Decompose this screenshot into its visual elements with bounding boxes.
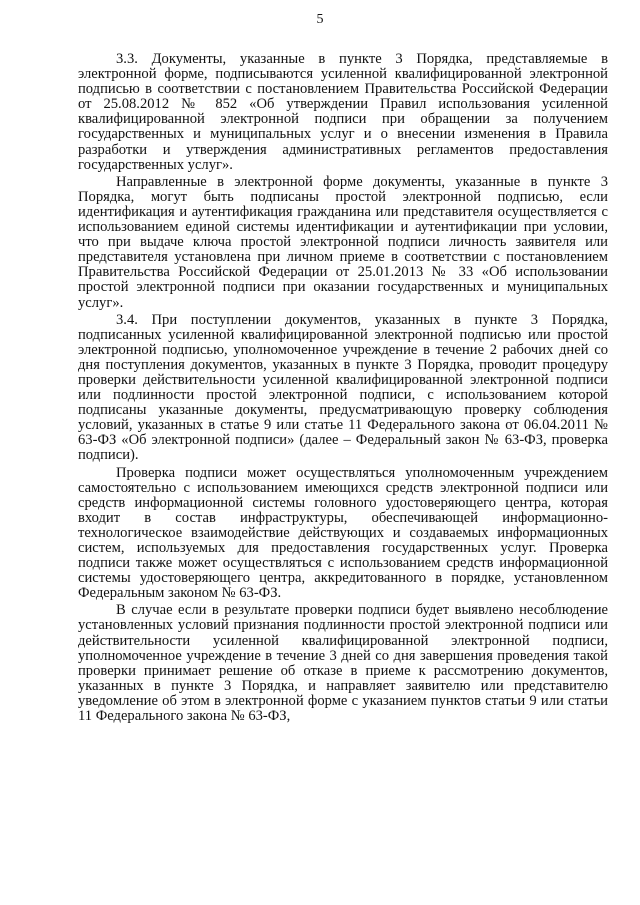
page-number: 5 [316,12,324,27]
paragraph-refusal: В случае если в результате проверки подписи будет выявлено несоблюдение установленных условий признания подлинности простой электронной подписи или действительности усиленной квалифицированной электронной подписи, уполномоченное учреждение в течение 3 дней со дня завершения проведения такой проверки принимает решение об отказе в приеме к рассмотрению документов, указанных в пункте 3 Порядка, и направляет заявителю или представителю уведомление об этом в электронной форме с указанием пунктов статьи 9 или статьи 11 Федерального закона № 63-ФЗ, [78,602,608,725]
paragraph-3-3: 3.3. Документы, указанные в пункте 3 Порядка, представляемые в электронной форме, подписываются усиленной квалифицированной электронной подписью в соответствии с постановлением Правительства Российской Федерации от 25.08.2012 № 852 «Об утверждении Правил использования усиленной квалифицированной электронной подписи при обращении за получением государственных и муниципальных услуг и о внесении изменения в Правила разработки и утверждения административных регламентов предоставления государственных услуг». [78,51,608,173]
paragraph-3-4: 3.4. При поступлении документов, указанных в пункте 3 Порядка, подписанных усиленной квалифицированной электронной подписью или простой электронной подписью, уполномоченное учреждение в течение 2 рабочих дней со дня поступления документов, указанных в пункте 3 Порядка, проводит процедуру проверки действительности усиленной квалифицированной электронной подписи или подлинности простой электронной подписи, с использованием которой подписаны указанные документы, предусматривающую проверку соблюдения условий, указанных в статье 9 или статье 11 Федерального закона от 06.04.2011 № 63-ФЗ «Об электронной подписи» (далее – Федеральный закон № 63-ФЗ, проверка подписи). [78,311,608,464]
paragraph-simple-signature: Направленные в электронной форме документы, указанные в пункте 3 Порядка, могут быть подписаны простой электронной подписью, если идентификация и аутентификация гражданина или представителя осуществляется с использованием единой системы идентификации и аутентификации при условии, что при выдаче ключа простой электронной подписи личность заявителя или представителя установлена при личном приеме в соответствии с постановлением Правительства Российской Федерации от 25.01.2013 № 33 «Об использовании простой электронной подписи при оказании государственных и муниципальных услуг». [78,173,608,311]
paragraph-signature-check: Проверка подписи может осуществляться уполномоченным учреждением самостоятельно с использованием имеющихся средств электронной подписи или средств информационной системы головного удостоверяющего центра, которая входит в состав инфраструктуры, обеспечивающей информационно-технологическое взаимодействие действующих и создаваемых информационных систем, используемых для предоставления государственных услуг. Проверка подписи также может осуществляться с использованием средств информационной системы удостоверяющего центра, аккредитованного в порядке, установленном Федеральным законом № 63-ФЗ. [78,464,608,602]
document-body [78,52,608,726]
